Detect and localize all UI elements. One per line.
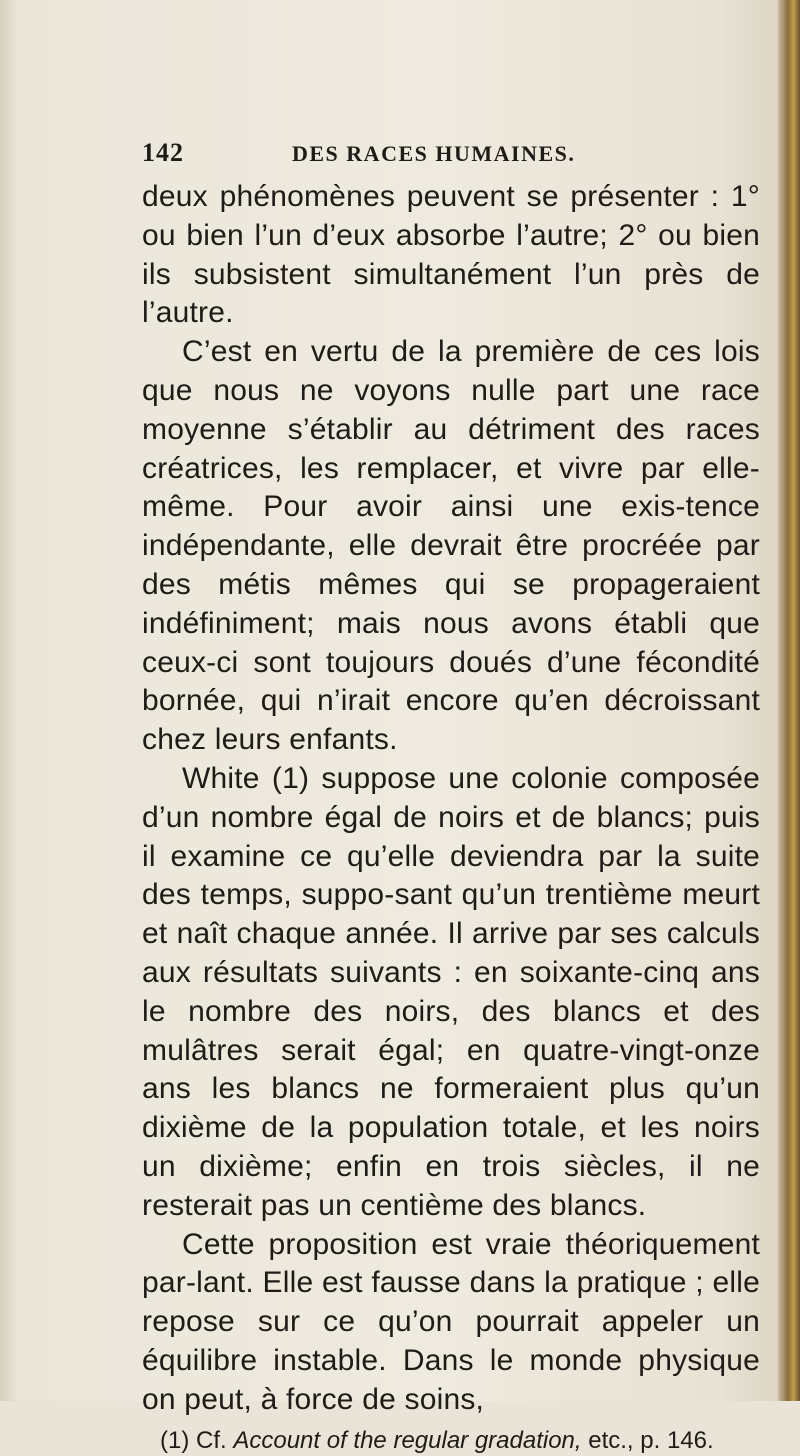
body-text [142, 178, 760, 1420]
footnote-marker: (1) Cf. [160, 1426, 227, 1454]
text-block [142, 138, 760, 1456]
page-edge-binding [778, 0, 800, 1401]
paragraph-4: Cette proposition est vraie théoriquement par-lant. Elle est fausse dans la pratique ; elle repose sur ce qu’on pourrait appeler un équilibre instable. Dans le monde physique on peut, à force de soins, [142, 1227, 760, 1416]
paragraph-2: C’est en vertu de la première de ces lois que nous ne voyons nulle part une race moyenne s’établir au détriment des races créatrices, les remplacer, et vivre par elle-même. Pour avoir ainsi une exis-tence indépendante, elle devrait être procréée par des métis mêmes qui se propageraient indéfiniment; mais nous avons établi que ceux-ci sont toujours doués d’une fécondité bornée, qui n’irait encore qu’en décroissant chez leurs enfants. [142, 335, 760, 757]
paragraph-1: deux phénomènes peuvent se présenter : 1° ou bien l’un d’eux absorbe l’autre; 2° ou bien ils subsistent simultanément l’un près de l’autre. [142, 180, 760, 330]
page-gutter-shadow [0, 0, 18, 1401]
page-number: 142 [142, 138, 184, 167]
running-head [142, 138, 760, 178]
footnote-title: Account of the regular gradation, [233, 1426, 582, 1454]
paragraph-3: White (1) suppose une colonie composée d’un nombre égal de noirs et de blancs; puis il examine ce qu’elle deviendra par la suite des temps, suppo-sant qu’un trentième meurt et naît chaque année. Il arrive par ses calculs aux résultats suivants : en soixante-cinq ans le nombre des noirs, des blancs et des mulâtres serait égal; en quatre-vingt-onze ans les blancs ne formeraient plus qu’un dixième de la population totale, et les noirs un dixième; enfin en trois siècles, il ne resterait pas un centième des blancs. [142, 761, 760, 1222]
running-head-title: DES RACES HUMAINES. [292, 141, 576, 166]
footnote-rest: etc., p. 146. [588, 1426, 714, 1454]
footnote [142, 1426, 760, 1456]
